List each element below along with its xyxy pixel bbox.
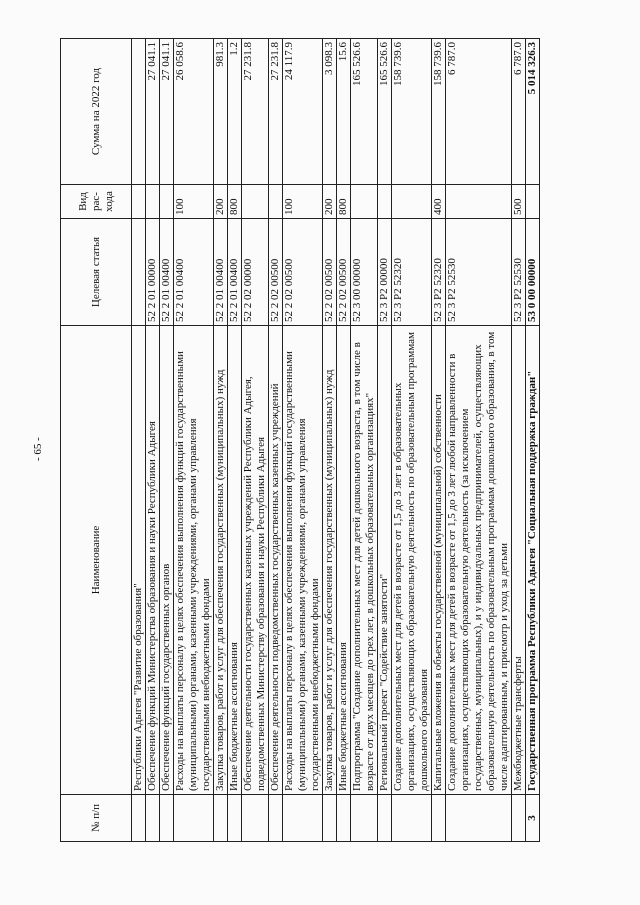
row-expense-type [446,185,512,219]
table-row [146,39,160,842]
row-name: Иные бюджетные ассигнования [228,326,242,795]
row-sum: 24 117.9 [283,39,323,185]
row-expense-type: 500 [512,185,526,219]
row-expense-type: 800 [337,185,351,219]
table-row [269,39,283,842]
row-sum: 27 041.1 [160,39,174,185]
row-sum: 3 098.3 [323,39,337,185]
row-name: Обеспечение функций государственных органов [160,326,174,795]
table-row [228,39,242,842]
row-expense-type [351,185,378,219]
row-expense-type: 100 [283,185,323,219]
header-sum: Сумма на 2022 год [61,39,132,185]
row-sum: 158 739.6 [432,39,446,185]
row-expense-type [392,185,432,219]
row-expense-type [242,185,269,219]
row-target-article: 52 2 01 00400 [160,219,174,326]
row-sum: 27 041.1 [146,39,160,185]
row-name: Закупка товаров, работ и услуг для обеспечения государственных (муниципальных) нужд [323,326,337,795]
row-name: Обеспечение деятельности подведомственных государственных казенных учреждений [269,326,283,795]
row-number [242,795,269,842]
row-target-article: 52 2 01 00400 [228,219,242,326]
row-number [174,795,214,842]
row-name: Расходы на выплаты персоналу в целях обеспечения выполнения функций государственными (муниципальными) органами, казенными учреждениями, органами управления государственными внебюджетными фондами [174,326,214,795]
row-target-article: 52 3 00 00000 [351,219,378,326]
row-target-article: 52 3 P2 52320 [392,219,432,326]
row-sum: 15.6 [337,39,351,185]
table-row [512,39,526,842]
row-number [351,795,378,842]
row-sum: 26 058.6 [174,39,214,185]
row-number [432,795,446,842]
row-name: Капитальные вложения в объекты государственной (муниципальной) собственности [432,326,446,795]
row-expense-type [160,185,174,219]
table-row [132,39,146,842]
table-row [283,39,323,842]
row-target-article: 52 2 02 00500 [323,219,337,326]
table-row [432,39,446,842]
row-sum: 981.3 [214,39,228,185]
table-row [351,39,378,842]
row-sum: 27 231.8 [269,39,283,185]
row-sum: 6 787.0 [512,39,526,185]
row-number [214,795,228,842]
row-target-article: 52 3 P2 00000 [378,219,392,326]
row-number [337,795,351,842]
row-target-article: 52 3 P2 52320 [432,219,446,326]
row-target-article: 52 2 02 00500 [283,219,323,326]
row-number [378,795,392,842]
table-row [337,39,351,842]
table-row [174,39,214,842]
row-name: Иные бюджетные ассигнования [337,326,351,795]
row-number [512,795,526,842]
table-row [242,39,269,842]
row-name: Подпрограмма "Создание дополнительных мест для детей дошкольного возраста, в том числе в возрасте от двух месяцев до трех лет, в дошкольных образовательных организациях" [351,326,378,795]
row-number [269,795,283,842]
row-target-article: 52 2 01 00400 [174,219,214,326]
row-name: Межбюджетные трансферты [512,326,526,795]
table-row [526,39,540,842]
row-expense-type: 200 [323,185,337,219]
row-expense-type: 800 [228,185,242,219]
row-name: Расходы на выплаты персоналу в целях обеспечения выполнения функций государственными (муниципальными) органами, казенными учреждениями, органами управления государственными внебюджетными фондами [283,326,323,795]
row-expense-type: 100 [174,185,214,219]
row-expense-type [378,185,392,219]
table-row [214,39,228,842]
row-expense-type [269,185,283,219]
row-target-article: 52 2 02 00000 [242,219,269,326]
row-sum: 165 526.6 [378,39,392,185]
row-number [283,795,323,842]
row-number [392,795,432,842]
table-row [160,39,174,842]
header-num: № п/п [61,795,132,842]
row-target-article: 52 2 01 00400 [214,219,228,326]
row-target-article: 52 2 01 00000 [146,219,160,326]
row-name: Создание дополнительных мест для детей в возрасте от 1,5 до 3 лет любой направленности в организациях, осуществляющих образовательную деятельность (за исключением государственных, муниципальных), и у индивидуальных предпринимателей, осуществляющих образовательную деятельность по образовательным программам дошкольного образования, в том числе адаптированным, и присмотр и уход за детьми [446,326,512,795]
table-row [378,39,392,842]
header-type: Вид рас-хода [61,185,132,219]
row-name: Обеспечение функций Министерства образования и науки Республики Адыгея [146,326,160,795]
row-target-article: 52 2 02 00500 [337,219,351,326]
row-number [446,795,512,842]
row-target-article: 52 3 P2 52530 [512,219,526,326]
row-number [323,795,337,842]
row-name: Региональный проект "Содействие занятости" [378,326,392,795]
row-sum: 1.2 [228,39,242,185]
row-sum: 165 526.6 [351,39,378,185]
row-expense-type: 400 [432,185,446,219]
row-number [146,795,160,842]
row-target-article: 52 3 P2 52530 [446,219,512,326]
row-name: Республики Адыгея "Развитие образования" [132,326,146,795]
row-sum: 158 739.6 [392,39,432,185]
page-number: - 65 - [32,437,44,461]
row-number [228,795,242,842]
row-number [160,795,174,842]
row-expense-type [526,185,540,219]
row-name: Создание дополнительных мест для детей в возрасте от 1,5 до 3 лет в образовательных организациях, осуществляющих образовательную деятельность по образовательным программам дошкольного образования [392,326,432,795]
table-row [446,39,512,842]
row-name: Государственная программа Республики Адыгея "Социальная поддержка граждан" [526,326,540,795]
row-sum: 27 231.8 [242,39,269,185]
row-sum: 6 787.0 [446,39,512,185]
table-row [323,39,337,842]
row-name: Закупка товаров, работ и услуг для обеспечения государственных (муниципальных) нужд [214,326,228,795]
row-target-article: 53 0 00 00000 [526,219,540,326]
budget-table [60,38,540,842]
row-expense-type: 200 [214,185,228,219]
row-name: Обеспечение деятельности государственных казенных учреждений Республики Адыгея, подведомственных Министерству образования и науки Республики Адыгея [242,326,269,795]
row-sum [132,39,146,185]
row-sum: 5 014 326.3 [526,39,540,185]
row-expense-type [146,185,160,219]
table-header-row [61,39,132,842]
row-number [132,795,146,842]
header-name: Наименование [61,326,132,795]
header-target: Целевая статья [61,219,132,326]
table-row [392,39,432,842]
row-target-article [132,219,146,326]
row-expense-type [132,185,146,219]
row-number: 3 [526,795,540,842]
row-target-article: 52 2 02 00500 [269,219,283,326]
